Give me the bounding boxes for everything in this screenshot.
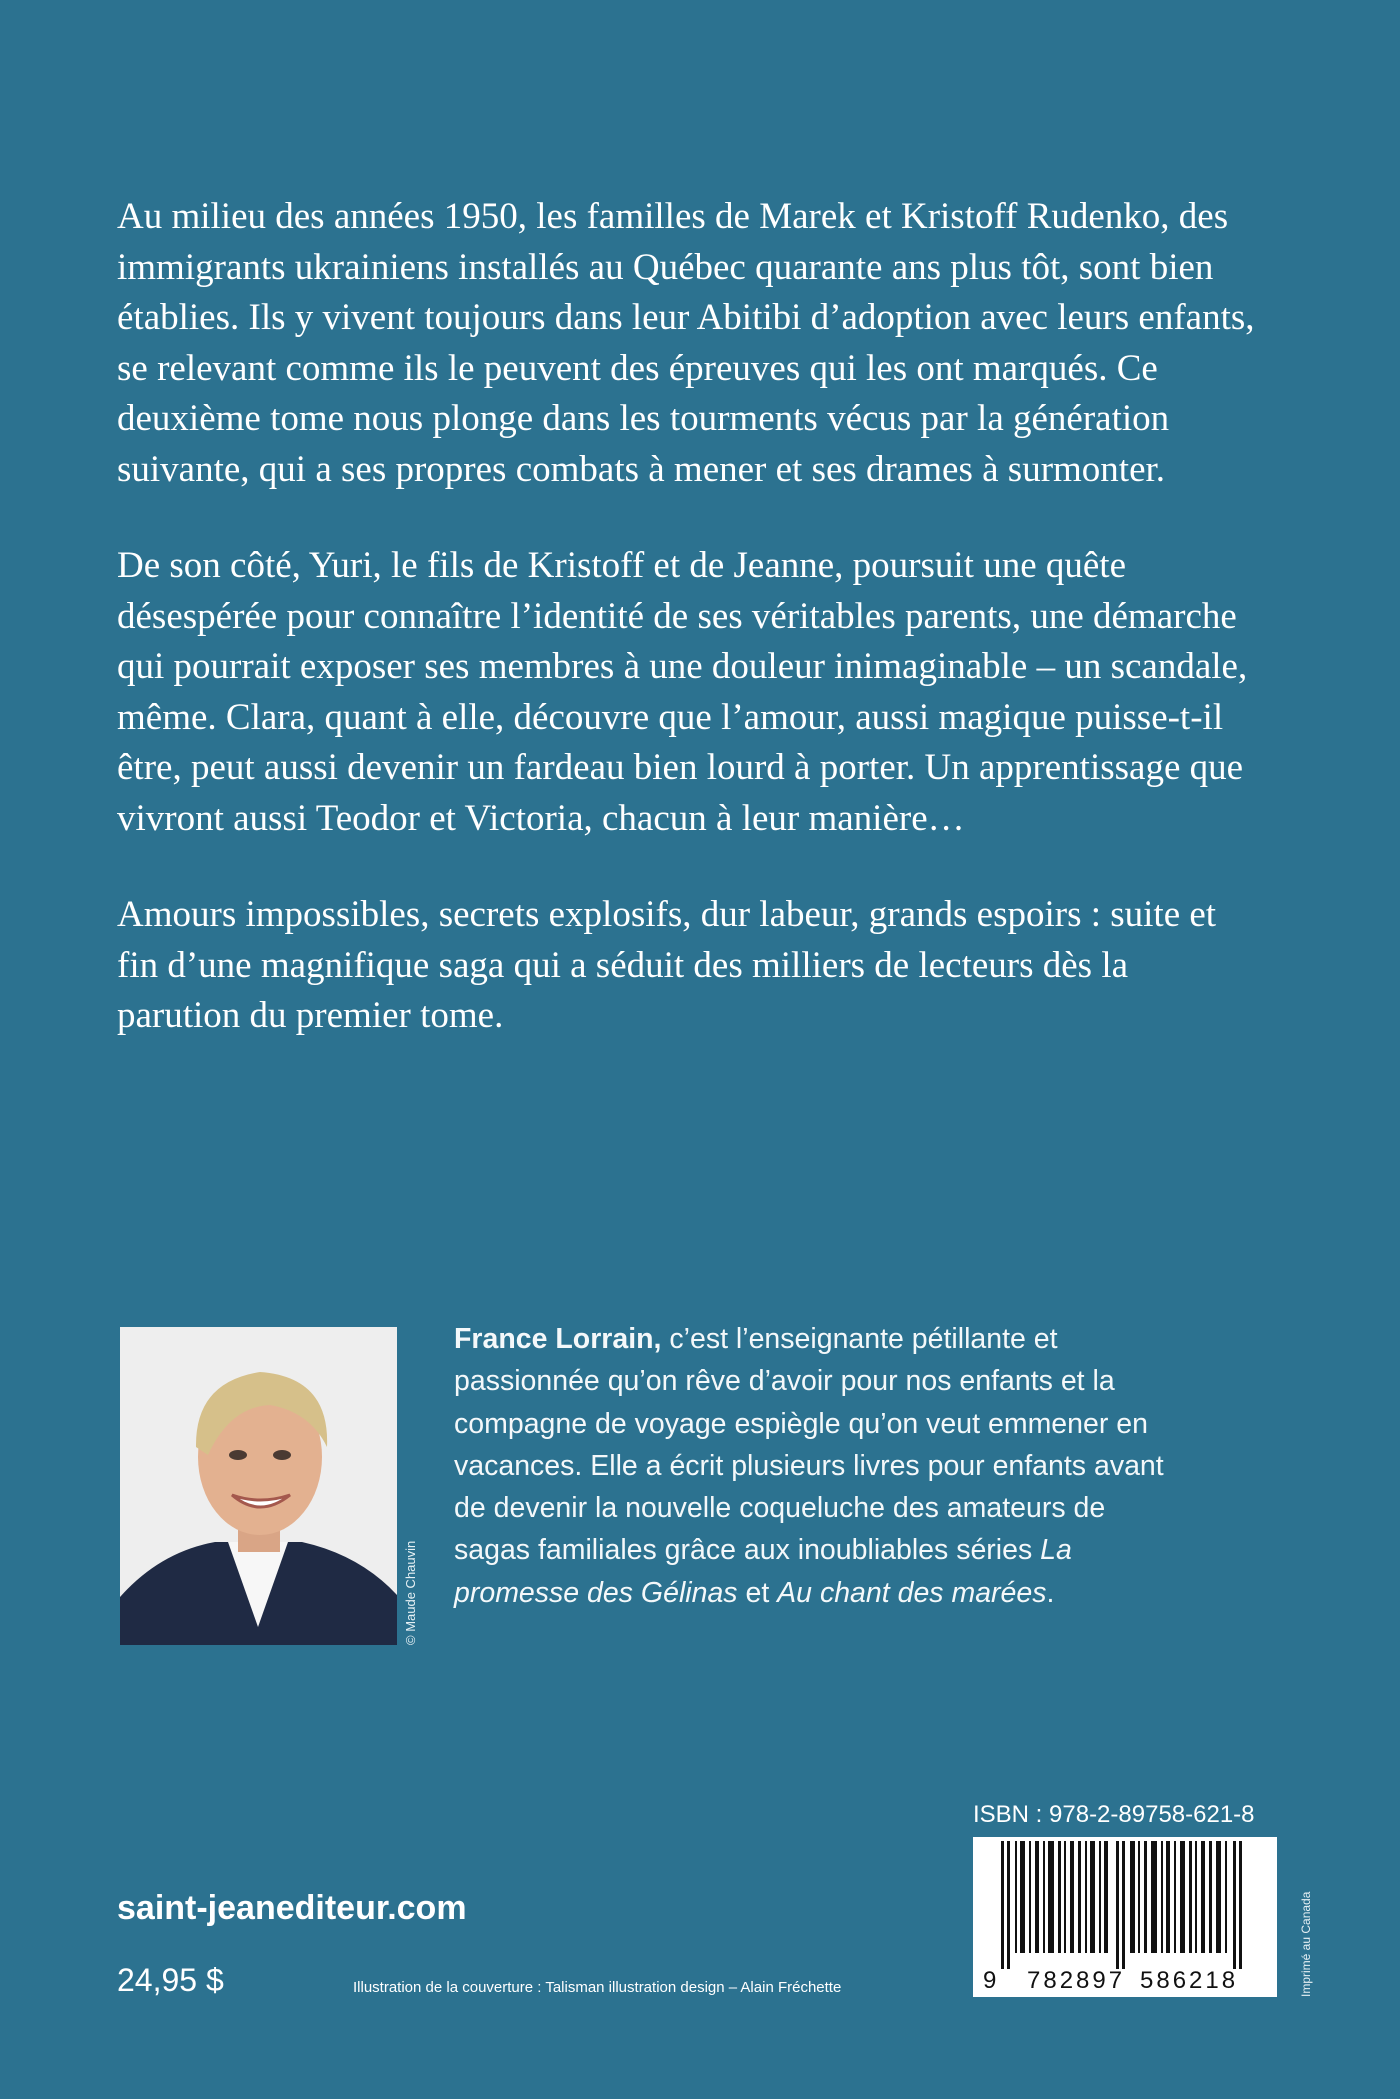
author-bio	[454, 1318, 1174, 1614]
author-name: France Lorrain,	[454, 1323, 662, 1355]
bio-connector: et	[737, 1576, 778, 1609]
bio-text: c’est l’enseignante pétillante et passionnée qu’on rêve d’avoir pour nos enfants et la compagne de voyage espiègle qu’on veut emmener en vacances. Elle a écrit plusieurs livres pour enfants avant de devenir la nouvelle coqueluche des amateurs de sagas familiales grâce aux inoubliables séries	[454, 1323, 1164, 1567]
publisher-website: saint-jeanediteur.com	[117, 1889, 467, 1927]
bio-end: .	[1046, 1576, 1055, 1609]
illustration-credit: Illustration de la couverture : Talisman illustration design – Alain Fréchette	[353, 1979, 842, 1996]
barcode-digits-group-1: 782897	[1027, 1967, 1126, 1994]
author-photo	[120, 1327, 397, 1645]
barcode	[973, 1837, 1277, 1997]
barcode-digit-first: 9	[983, 1967, 1000, 1994]
isbn: ISBN : 978-2-89758-621-8	[973, 1801, 1255, 1828]
blurb-paragraph-1: Au milieu des années 1950, les familles de Marek et Kristoff Rudenko, des immigrants ukrainiens installés au Québec quarante ans plus tôt, sont bien établies. Ils y vivent toujours dans leur Abitibi d’adoption avec leurs enfants, se relevant comme ils le peuvent des épreuves qui les ont marqués. Ce deuxième tome nous plonge dans les tourments vécus par la génération suivante, qui a ses propres combats à mener et ses drames à surmonter.	[117, 196, 1255, 490]
series-title-1: La promesse des Gélinas	[454, 1534, 1072, 1609]
cover-blurb	[117, 192, 1257, 1088]
barcode-digits-group-2: 586218	[1140, 1967, 1239, 1994]
photo-credit: © Maude Chauvin	[403, 1540, 418, 1645]
blurb-paragraph-3: Amours impossibles, secrets explosifs, dur labeur, grands espoirs : suite et fin d’une magnifique saga qui a séduit des milliers de lecteurs dès la parution du premier tome.	[117, 894, 1217, 1036]
printed-in-canada: Imprimé au Canada	[1299, 1891, 1313, 1997]
price: 24,95 $	[117, 1962, 224, 1998]
series-title-2: Au chant des marées	[777, 1576, 1047, 1609]
blurb-paragraph-2: De son côté, Yuri, le fils de Kristoff et de Jeanne, poursuit une quête désespérée pour connaître l’identité de ses véritables parents, une démarche qui pourrait exposer ses membres à une douleur inimaginable – un scandale, même. Clara, quant à elle, découvre que l’amour, aussi magique puisse-t-il être, peut aussi devenir un fardeau bien lourd à porter. Un apprentissage que vivront aussi Teodor et Victoria, chacun à leur manière…	[117, 545, 1248, 839]
